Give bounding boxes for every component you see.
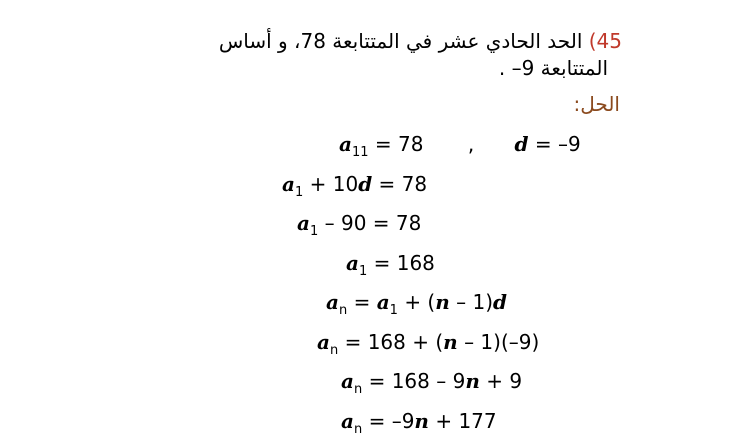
var-a: a (317, 330, 330, 354)
var-a: a (339, 132, 352, 156)
var-a: a (282, 172, 295, 196)
subscript: 1 (309, 224, 319, 239)
step-5-term: + ( (404, 290, 436, 314)
var-n: n (414, 409, 429, 433)
step-6 (317, 330, 540, 358)
solution-label: الحل: (573, 92, 620, 116)
problem-number: 45) (588, 29, 622, 53)
var-a: a (341, 369, 354, 393)
subscript: 1 (358, 264, 368, 279)
step-2-term: + 10 (309, 172, 359, 196)
step-3 (297, 211, 422, 239)
var-a: a (346, 251, 359, 275)
step-4 (346, 251, 435, 279)
subscript: 1 (294, 185, 304, 200)
step-1-rhs-value: = –9 (534, 132, 581, 156)
var-n: n (465, 369, 480, 393)
var-d: d (358, 172, 373, 196)
var-a: a (341, 409, 354, 433)
subscript: n (353, 382, 363, 397)
var-d: d (514, 132, 529, 156)
var-a: a (326, 290, 339, 314)
problem-text-2: المتتابعة 9– . (498, 56, 608, 80)
step-2-rhs: = 78 (378, 172, 428, 196)
step-8-term: + 177 (435, 409, 497, 433)
problem-statement (182, 28, 622, 82)
subscript: n (329, 343, 339, 358)
step-4-rhs: = 168 (373, 251, 435, 275)
step-5-term: – 1) (456, 290, 494, 314)
step-3-rhs: – 90 = 78 (324, 211, 422, 235)
step-8-term: = –9 (368, 409, 415, 433)
subscript: 1 (389, 303, 398, 318)
step-6-term: = 168 + ( (344, 330, 444, 354)
step-1-lhs-value: = 78 (374, 132, 424, 156)
problem-line-1 (182, 28, 622, 55)
subscript: n (353, 422, 363, 437)
var-d: d (493, 290, 508, 314)
step-7-term: + 9 (486, 369, 523, 393)
subscript: 11 (351, 145, 369, 160)
step-8 (341, 409, 497, 437)
step-7 (341, 369, 523, 397)
problem-line-2 (182, 55, 622, 82)
step-5 (326, 290, 508, 318)
separator: , (467, 132, 475, 156)
problem-text-1: الحد الحادي عشر في المتتابعة 78، و أساس (218, 29, 583, 53)
var-a: a (297, 211, 310, 235)
step-7-term: = 168 – 9 (368, 369, 466, 393)
equals: = (353, 290, 371, 314)
step-1 (339, 132, 581, 160)
step-6-term: – 1)(–9) (464, 330, 540, 354)
var-n: n (443, 330, 458, 354)
step-2 (282, 172, 428, 200)
var-n: n (435, 290, 450, 314)
var-a: a (376, 290, 390, 314)
subscript: n (338, 303, 348, 318)
